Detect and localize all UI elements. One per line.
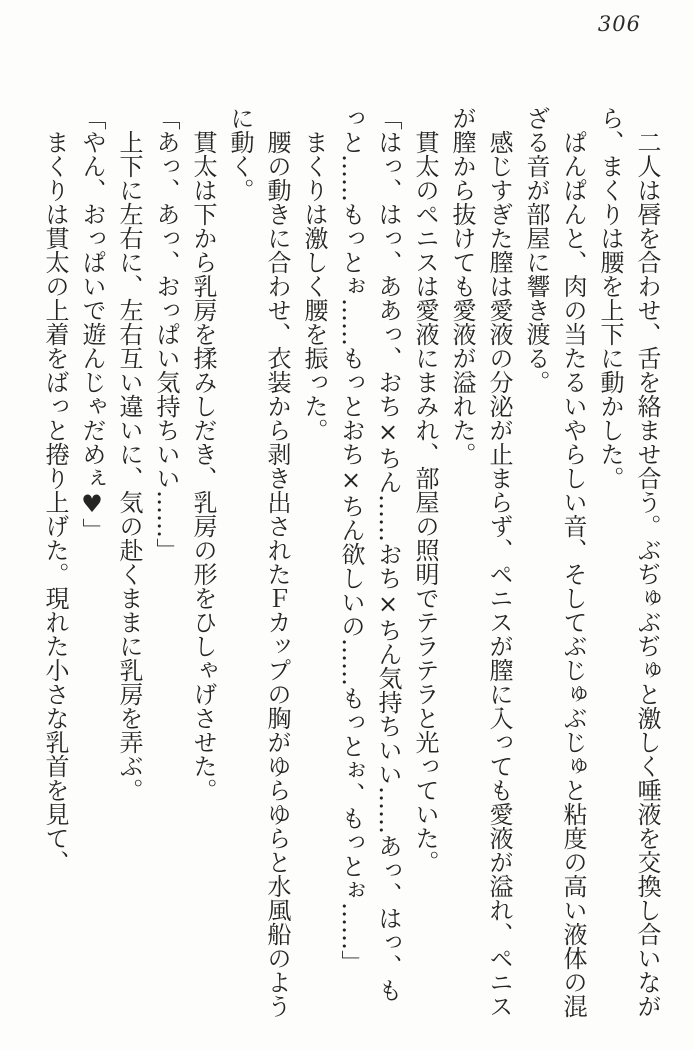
- paragraph-6: まくりは激しく腰を振った。: [300, 106, 328, 442]
- vertical-text-block: [36, 106, 665, 1018]
- paragraph-10: 上下に左右に、左右互い違いに、気の赴くままに乳房を弄ぶ。: [115, 106, 143, 802]
- paragraph-4: 貫太のペニスは愛液にまみれ、部屋の照明でテラテラと光っていた。: [411, 106, 439, 874]
- page-number: 306: [597, 12, 641, 36]
- paragraph-7: 腰の動きに合わせ、衣装から剥き出されたＦカップの胸がゆらゆらと水風船のように動く。: [226, 106, 291, 1018]
- paragraph-11-dialogue: 「やん、おっぱいで遊んじゃだめぇ♥」: [78, 106, 106, 542]
- paragraph-8: 貫太は下から乳房を揉みしだき、乳房の形をひしゃげさせた。: [189, 106, 217, 802]
- paragraph-1: 二人は唇を合わせ、舌を絡ませ合う。ぶぢゅぶぢゅと激しく唾液を交換し合いながら、まくりは腰を上下に動かした。: [596, 106, 661, 1018]
- paragraph-12: まくりは貫太の上着をばっと捲り上げた。現れた小さな乳首を見て、: [41, 106, 69, 874]
- paragraph-3: 感じすぎた膣は愛液の分泌が止まらず、ペニスが膣に入っても愛液が溢れ、ペニスが膣から抜けても愛液が溢れた。: [448, 106, 513, 1018]
- paragraph-2: ぱんぱんと、肉の当たるいやらしい音、そしてぶじゅぶじゅと粘度の高い液体の混ざる音が部屋に響き渡る。: [522, 106, 587, 1018]
- paragraph-9-dialogue: 「あっ、あっ、おっぱい気持ちいい……」: [152, 106, 180, 562]
- paragraph-5-dialogue: 「はっ、はっ、ああっ、おち×ちん……おち×ちん気持ちいい……あっ、はっ、もっと……もっとぉ……もっとおち×ちん欲しいの……もっとぉ、もっとぉ……」: [337, 106, 402, 1002]
